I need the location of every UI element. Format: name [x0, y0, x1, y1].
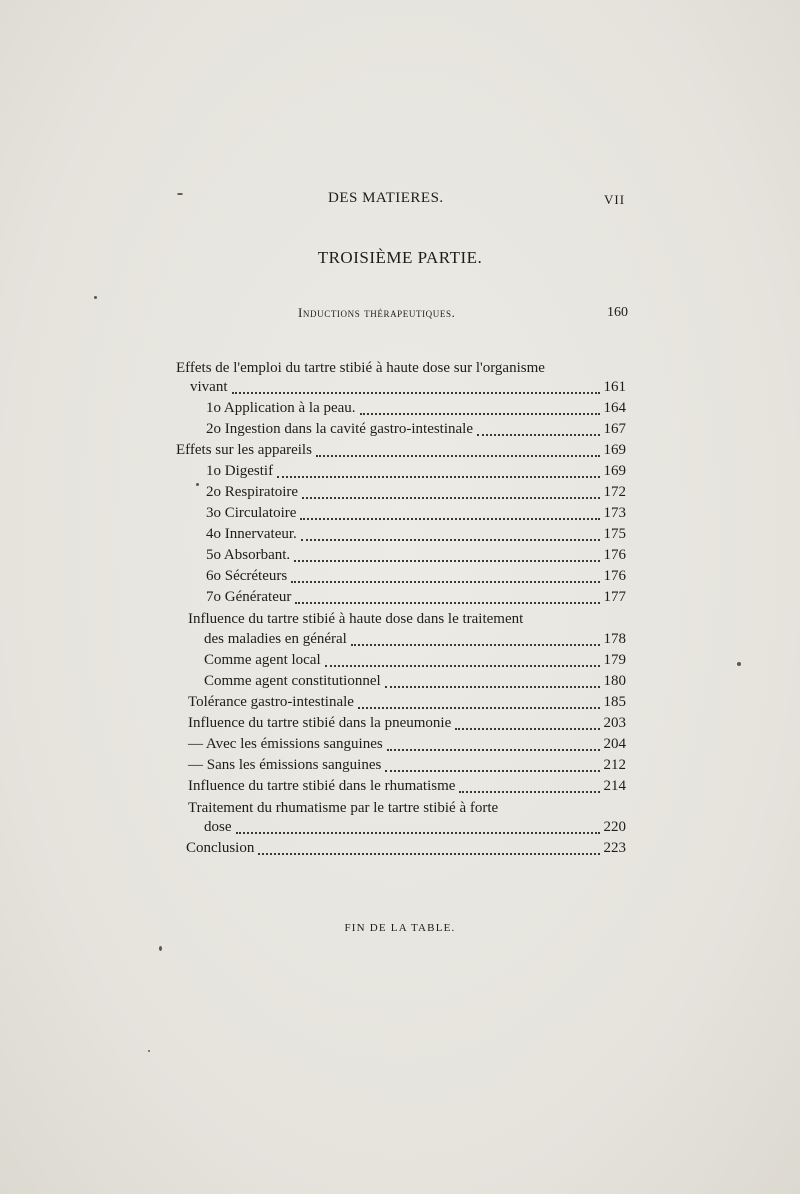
leader-dots — [302, 484, 599, 499]
toc-entry — [188, 778, 626, 799]
toc-entry-label: 2o Respiratoire — [206, 484, 299, 500]
toc-entry-line: Influence du tartre stibié à haute dose dans le traitement — [188, 611, 524, 627]
part-title: TROISIÈME PARTIE. — [317, 248, 483, 267]
leader-dots — [358, 694, 600, 709]
toc-entry-label: Conclusion — [186, 840, 255, 856]
toc-page-number: 167 — [603, 421, 626, 437]
toc-entry — [206, 568, 626, 589]
toc-page-number: 169 — [603, 442, 626, 458]
section-page: 160 — [607, 305, 628, 320]
leader-dots — [232, 379, 600, 394]
toc-entry — [206, 484, 626, 505]
leader-dots — [236, 819, 600, 834]
toc-entry — [190, 379, 626, 400]
toc-page-number: 203 — [603, 715, 626, 731]
toc-page-number: 220 — [603, 819, 626, 835]
toc-entry-label: 1o Digestif — [206, 463, 274, 479]
toc-entry — [176, 442, 626, 463]
toc-entry-label: 3o Circulatoire — [206, 505, 297, 521]
toc-entry — [186, 840, 626, 861]
toc-page-number: 172 — [603, 484, 626, 500]
toc-entry-label: 6o Sécréteurs — [206, 568, 288, 584]
paper-speck — [196, 483, 199, 486]
paper-speck — [94, 296, 97, 299]
toc-entry — [188, 736, 626, 757]
page-header — [0, 190, 800, 214]
toc-entry-label: des maladies en général — [204, 631, 347, 647]
toc-page-number: 176 — [603, 568, 626, 584]
toc-entry-label: — Sans les émissions sanguines — [188, 757, 382, 773]
toc-entry — [204, 652, 626, 673]
toc-page-number: 178 — [603, 631, 626, 647]
page-number: VII — [604, 192, 626, 207]
leader-dots — [316, 442, 600, 457]
toc-page-number: 223 — [603, 840, 626, 856]
toc-entry-label: Effets sur les appareils — [176, 442, 312, 458]
leader-dots — [295, 589, 599, 604]
toc-page-number: 177 — [603, 589, 626, 605]
toc-entry — [206, 421, 626, 442]
toc-entry-label: Tolérance gastro-intestinale — [188, 694, 354, 710]
toc-entry-label: Comme agent constitutionnel — [204, 673, 381, 689]
toc-page-number: 175 — [603, 526, 626, 542]
toc-page-number: 161 — [603, 379, 626, 395]
toc-page-number: 169 — [603, 463, 626, 479]
toc-entry — [188, 757, 626, 778]
toc-entry-label: 7o Générateur — [206, 589, 292, 605]
leader-dots — [477, 421, 599, 436]
toc-entry — [204, 819, 626, 840]
section-label: Inductions thérapeutiques. — [298, 305, 456, 320]
toc-entry — [206, 547, 626, 568]
toc-page-number: 179 — [603, 652, 626, 668]
toc-page-number: 185 — [603, 694, 626, 710]
toc-page-number: 212 — [603, 757, 626, 773]
toc-page-number: 173 — [603, 505, 626, 521]
leader-dots — [294, 547, 599, 562]
leader-dots — [277, 463, 599, 478]
leader-dots — [459, 778, 599, 793]
end-of-table-mark: FIN DE LA TABLE. — [344, 922, 456, 934]
toc-entry — [188, 715, 626, 736]
toc-entry — [206, 463, 626, 484]
leader-dots — [385, 673, 600, 688]
toc-entry-label: 2o Ingestion dans la cavité gastro-intestinale — [206, 421, 474, 437]
paper-speck — [177, 193, 183, 195]
toc-entry — [204, 673, 626, 694]
toc-page-number: 204 — [603, 736, 626, 752]
paper-speck — [159, 946, 162, 951]
toc-page-number: 214 — [603, 778, 626, 794]
leader-dots — [258, 840, 599, 855]
leader-dots — [325, 652, 600, 667]
toc-entry-label: 5o Absorbant. — [206, 547, 291, 563]
toc-entry — [206, 505, 626, 526]
toc-page-number: 164 — [603, 400, 626, 416]
leader-dots — [301, 526, 600, 541]
toc-entry — [188, 694, 626, 715]
toc-entry — [206, 400, 626, 421]
paper-speck — [148, 1050, 150, 1052]
toc-entry-line: Effets de l'emploi du tartre stibié à haute dose sur l'organisme — [176, 360, 545, 376]
toc-entry — [206, 589, 626, 610]
toc-entry-label: Comme agent local — [204, 652, 321, 668]
toc-entry-label: vivant — [190, 379, 228, 395]
leader-dots — [351, 631, 600, 646]
toc-entry — [206, 526, 626, 547]
toc-page-number: 176 — [603, 547, 626, 563]
toc-entry-label: dose — [204, 819, 232, 835]
leader-dots — [291, 568, 599, 583]
paper-speck — [737, 662, 741, 666]
toc-entry-label: 1o Application à la peau. — [206, 400, 356, 416]
toc-entry-label: Influence du tartre stibié dans la pneumonie — [188, 715, 452, 731]
toc-entry-label: — Avec les émissions sanguines — [188, 736, 383, 752]
running-title: DES MATIERES. — [328, 190, 444, 206]
toc-entry-label: 4o Innervateur. — [206, 526, 297, 542]
section-heading — [298, 305, 628, 325]
toc-entry-line: Traitement du rhumatisme par le tartre stibié à forte — [188, 800, 499, 816]
toc-page-number: 180 — [603, 673, 626, 689]
leader-dots — [385, 757, 599, 772]
leader-dots — [300, 505, 599, 520]
leader-dots — [360, 400, 600, 415]
toc-entry-label: Influence du tartre stibié dans le rhumatisme — [188, 778, 456, 794]
leader-dots — [387, 736, 600, 751]
leader-dots — [455, 715, 599, 730]
toc-entry — [204, 631, 626, 652]
